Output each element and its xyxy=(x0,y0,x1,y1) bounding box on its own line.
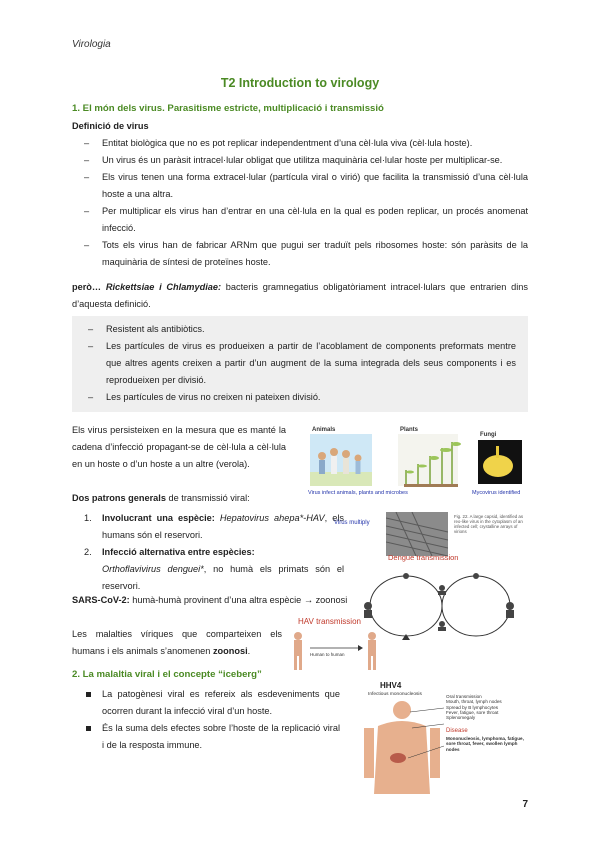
hhv4-subtitle: Infectious mononucleosis xyxy=(368,692,422,697)
hosts-figure xyxy=(300,426,528,500)
section-1-heading: 1. El món dels virus. Parasitisme estricte, multiplicació i transmissió xyxy=(72,103,384,114)
hhv4-figure xyxy=(358,682,528,794)
list-item: – Els virus tenen una forma extracel·lular (partícula viral o virió) que facilita la transmissió d’una cèl·lula hoste a una altra. xyxy=(72,169,528,203)
list-item: – Entitat biològica que no es pot replicar independentment d’una cèl·lula viva (cèl·lula hoste). xyxy=(72,135,528,152)
list-item: – Les partícules de virus no creixen ni pateixen divisió. xyxy=(76,389,516,406)
virus-multiply-label: Virus multiply xyxy=(334,520,370,526)
item-text: , els humans són el reservori. xyxy=(102,513,344,541)
hosts-caption-left: Virus infect animals, plants and microbes xyxy=(308,490,408,496)
patterns-bold: Dos patrons generals xyxy=(72,493,166,503)
sars-bold: SARS-CoV-2: xyxy=(72,595,130,605)
item-number: 2. xyxy=(84,547,92,558)
zoonosi-bold: zoonosi xyxy=(212,646,248,657)
persist-paragraph: Els virus persisteixen en la mesura que es manté la cadena d’infecció propagant-se de cèl·lula a cèl·lula en un hoste o d’un hoste a un altre (verola). xyxy=(72,425,286,470)
pero-bold: Rickettsiae i Chlamydiae: xyxy=(105,281,222,292)
list-item: – Resistent als antibiòtics. xyxy=(76,321,516,338)
patterns-block xyxy=(72,490,372,507)
sars-text: humà-humà provinent d’una altra espècie → zoonosi xyxy=(129,595,348,605)
list-item: – Per multiplicar els virus han d’entrar en una cèl·lula en la qual es poden replicar, un procés anomenat infecció. xyxy=(72,203,528,237)
list-item: La patogènesi viral es refereix als esdeveniments que ocorren durant la infecció viral d’un hoste. xyxy=(72,686,340,720)
human-body-image xyxy=(358,698,444,794)
hav-title: HAV transmission xyxy=(298,617,361,626)
list-item xyxy=(72,544,344,595)
pero-paragraph xyxy=(72,279,528,313)
shaded-box xyxy=(72,316,528,412)
hhv4-notes xyxy=(446,694,528,720)
patterns-list xyxy=(72,510,344,595)
item-bold: Involucrant una espècie: xyxy=(102,513,215,523)
micrograph-image xyxy=(386,512,448,556)
hosts-caption-right: Mycovirus identified xyxy=(472,490,521,496)
hhv4-disease-text: Mononucleosis, lymphoma, fatigue, sore throat, fever, swollen lymph nodes xyxy=(446,736,524,752)
definition-heading: Definició de virus xyxy=(72,120,149,131)
hhv4-title: HHV4 xyxy=(380,681,402,690)
item-bold: Infecció alternativa entre espècies: xyxy=(102,547,255,558)
hhv4-note: Spread by B lymphocytes xyxy=(446,704,499,710)
hav-arrow-label: Human to human xyxy=(310,652,345,657)
pero-text: bacteris gramnegatius obligatòriament intracel·lulars que entrarien dins d’aquesta definició. xyxy=(72,281,528,309)
hosts-label-animals: Animals xyxy=(312,427,336,433)
hhv4-note: Fever, fatigue, sore throat xyxy=(446,709,499,715)
hosts-label-plants: Plants xyxy=(400,427,419,433)
item-italic: Hepatovirus ahepa*-HAV xyxy=(214,513,325,523)
pero-prefix: però… xyxy=(72,281,106,292)
shaded-list xyxy=(76,321,516,406)
dengue-title: Dengue transmission xyxy=(388,553,459,562)
item-italic: Orthoflavivirus denguei* xyxy=(102,564,204,575)
definition-list xyxy=(72,135,528,271)
page-title: T2 Introduction to virology xyxy=(220,76,380,90)
page-number: 7 xyxy=(522,799,528,810)
hhv4-note: Mouth, throat, lymph nodes xyxy=(446,699,502,705)
hosts-label-fungi: Fungi xyxy=(480,432,497,438)
patterns-text: de transmissió viral: xyxy=(165,493,250,503)
sars-line xyxy=(72,592,372,609)
micrograph-note: Fig. 22. A large capsid, identified as reo-like virus in the cytoplasm of an infected cell; crystalline arrays of virions xyxy=(454,514,524,535)
list-item: – Les partícules de virus es produeixen a partir de l’acoblament de components preformats mentre que altres agents creixen a partir d’un augment de la suma integrada dels seus components i es reprodueixen per divisió. xyxy=(76,338,516,389)
section-2 xyxy=(72,666,352,684)
list-item: – Tots els virus han de fabricar ARNm que pugui ser traduït pels ribosomes hoste: són paràsits de la maquinària de síntesi de proteïnes hoste. xyxy=(72,237,528,271)
zoonosi-paragraph xyxy=(72,626,282,660)
hhv4-note: Splenomegaly xyxy=(446,715,476,721)
list-item xyxy=(72,510,344,544)
section-2-heading: 2. La malaltia viral i el concepte “iceberg” xyxy=(72,669,262,680)
item-number: 1. xyxy=(84,513,92,523)
list-item: És la suma dels efectes sobre l’hoste de la replicació viral i de la resposta immune. xyxy=(72,720,340,754)
section-1 xyxy=(72,100,528,313)
hav-figure xyxy=(288,618,384,672)
list-item: – Un virus és un paràsit intracel·lular obligat que utilitza maquinària cel·lular hoste per multiplicar-se. xyxy=(72,152,528,169)
hhv4-disease-label: Disease xyxy=(446,728,468,734)
hhv4-note: Oral transmission xyxy=(446,694,482,699)
zoonosi-text: Les malalties víriques que comparteixen els humans i els animals s’anomenen xyxy=(72,629,282,657)
patterns-intro xyxy=(72,490,372,507)
running-header: Virologia xyxy=(72,39,111,50)
virus-multiply-figure xyxy=(334,512,528,556)
section-2-list xyxy=(72,686,340,754)
zoonosi-end: . xyxy=(247,646,251,657)
item-text: , no humà els primats són el reservori. xyxy=(102,564,344,592)
